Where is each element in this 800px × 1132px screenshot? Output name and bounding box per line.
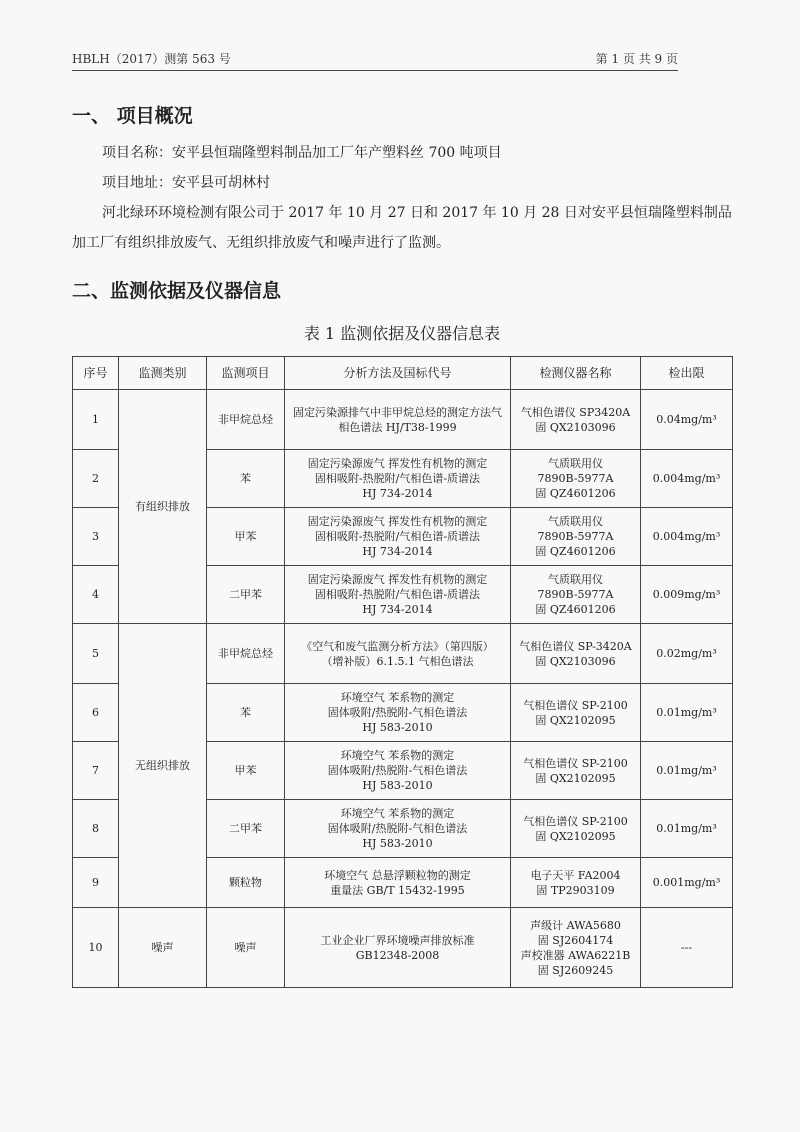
row-number: 7 <box>73 742 119 800</box>
table-header-row <box>73 357 733 390</box>
instrument-name: 声级计 AWA5680 固 SJ2604174 声校准器 AWA6221B 固 SJ2609245 <box>511 908 641 988</box>
monitoring-item: 噪声 <box>207 908 285 988</box>
table-title: 表 1 监测依据及仪器信息表 <box>303 324 501 343</box>
instrument-name: 气相色谱仪 SP3420A 固 QX2103096 <box>511 390 641 450</box>
detection-limit: 0.009mg/m³ <box>641 566 733 624</box>
header-method: 分析方法及国标代号 <box>285 357 511 390</box>
row-number: 5 <box>73 624 119 684</box>
row-number: 6 <box>73 684 119 742</box>
monitoring-item: 甲苯 <box>207 508 285 566</box>
detection-limit: --- <box>641 908 733 988</box>
analysis-method: 固定污染源排气中非甲烷总烃的测定方法气相色谱法 HJ/T38-1999 <box>285 390 511 450</box>
page-header <box>72 50 678 67</box>
analysis-method: 环境空气 苯系物的测定 固体吸附/热脱附-气相色谱法 HJ 583-2010 <box>285 742 511 800</box>
monitoring-item: 非甲烷总烃 <box>207 624 285 684</box>
instrument-name: 气质联用仪 7890B-5977A 固 QZ4601206 <box>511 566 641 624</box>
instrument-name: 气相色谱仪 SP-3420A 固 QX2103096 <box>511 624 641 684</box>
header-instrument: 检测仪器名称 <box>511 357 641 390</box>
instrument-name: 气相色谱仪 SP-2100 固 QX2102095 <box>511 742 641 800</box>
monitoring-item: 苯 <box>207 450 285 508</box>
header-no: 序号 <box>73 357 119 390</box>
detection-limit: 0.01mg/m³ <box>641 800 733 858</box>
analysis-method: 《空气和废气监测分析方法》（第四版） （增补版）6.1.5.1 气相色谱法 <box>285 624 511 684</box>
header-divider <box>72 70 678 71</box>
report-number: HBLH（2017）测第 563 号 <box>72 52 231 66</box>
category-cell: 无组织排放 <box>119 624 207 908</box>
project-description: 河北绿环环境检测有限公司于 2017 年 10 月 27 日和 2017 年 10 月 28 日对安平县恒瑞隆塑料制品加工厂有组织排放废气、无组织排放废气和噪声进行了监测。 <box>72 205 732 251</box>
detection-limit: 0.004mg/m³ <box>641 450 733 508</box>
detection-limit: 0.001mg/m³ <box>641 858 733 908</box>
instrument-name: 电子天平 FA2004 固 TP2903109 <box>511 858 641 908</box>
row-number: 10 <box>73 908 119 988</box>
project-name: 项目名称：安平县恒瑞隆塑料制品加工厂年产塑料丝 700 吨项目 <box>102 145 502 161</box>
analysis-method: 环境空气 苯系物的测定 固体吸附/热脱附-气相色谱法 HJ 583-2010 <box>285 684 511 742</box>
row-number: 3 <box>73 508 119 566</box>
monitoring-item: 二甲苯 <box>207 800 285 858</box>
monitoring-table <box>72 356 733 988</box>
monitoring-item: 苯 <box>207 684 285 742</box>
monitoring-item: 二甲苯 <box>207 566 285 624</box>
row-number: 1 <box>73 390 119 450</box>
detection-limit: 0.04mg/m³ <box>641 390 733 450</box>
instrument-name: 气相色谱仪 SP-2100 固 QX2102095 <box>511 684 641 742</box>
monitoring-item: 甲苯 <box>207 742 285 800</box>
document-body <box>72 95 732 988</box>
analysis-method: 环境空气 总悬浮颗粒物的测定 重量法 GB/T 15432-1995 <box>285 858 511 908</box>
analysis-method: 固定污染源废气 挥发性有机物的测定 固相吸附-热脱附/气相色谱-质谱法 HJ 734-2014 <box>285 450 511 508</box>
instrument-name: 气质联用仪 7890B-5977A 固 QZ4601206 <box>511 450 641 508</box>
row-number: 8 <box>73 800 119 858</box>
section-1-title: 一、 项目概况 <box>72 105 193 127</box>
analysis-method: 环境空气 苯系物的测定 固体吸附/热脱附-气相色谱法 HJ 583-2010 <box>285 800 511 858</box>
analysis-method: 固定污染源废气 挥发性有机物的测定 固相吸附-热脱附/气相色谱-质谱法 HJ 734-2014 <box>285 508 511 566</box>
detection-limit: 0.01mg/m³ <box>641 684 733 742</box>
project-address: 项目地址：安平县可胡林村 <box>102 175 270 191</box>
category-cell: 噪声 <box>119 908 207 988</box>
detection-limit: 0.02mg/m³ <box>641 624 733 684</box>
row-number: 4 <box>73 566 119 624</box>
header-limit: 检出限 <box>641 357 733 390</box>
analysis-method: 工业企业厂界环境噪声排放标准 GB12348-2008 <box>285 908 511 988</box>
row-number: 2 <box>73 450 119 508</box>
header-item: 监测项目 <box>207 357 285 390</box>
table-row <box>73 624 733 684</box>
section-2-title: 二、监测依据及仪器信息 <box>72 280 282 302</box>
table-row <box>73 908 733 988</box>
detection-limit: 0.01mg/m³ <box>641 742 733 800</box>
row-number: 9 <box>73 858 119 908</box>
analysis-method: 固定污染源废气 挥发性有机物的测定 固相吸附-热脱附/气相色谱-质谱法 HJ 734-2014 <box>285 566 511 624</box>
table-row <box>73 390 733 450</box>
instrument-name: 气相色谱仪 SP-2100 固 QX2102095 <box>511 800 641 858</box>
header-category: 监测类别 <box>119 357 207 390</box>
instrument-name: 气质联用仪 7890B-5977A 固 QZ4601206 <box>511 508 641 566</box>
category-cell: 有组织排放 <box>119 390 207 624</box>
detection-limit: 0.004mg/m³ <box>641 508 733 566</box>
monitoring-item: 非甲烷总烃 <box>207 390 285 450</box>
monitoring-item: 颗粒物 <box>207 858 285 908</box>
page-info: 第 1 页 共 9 页 <box>595 52 678 66</box>
